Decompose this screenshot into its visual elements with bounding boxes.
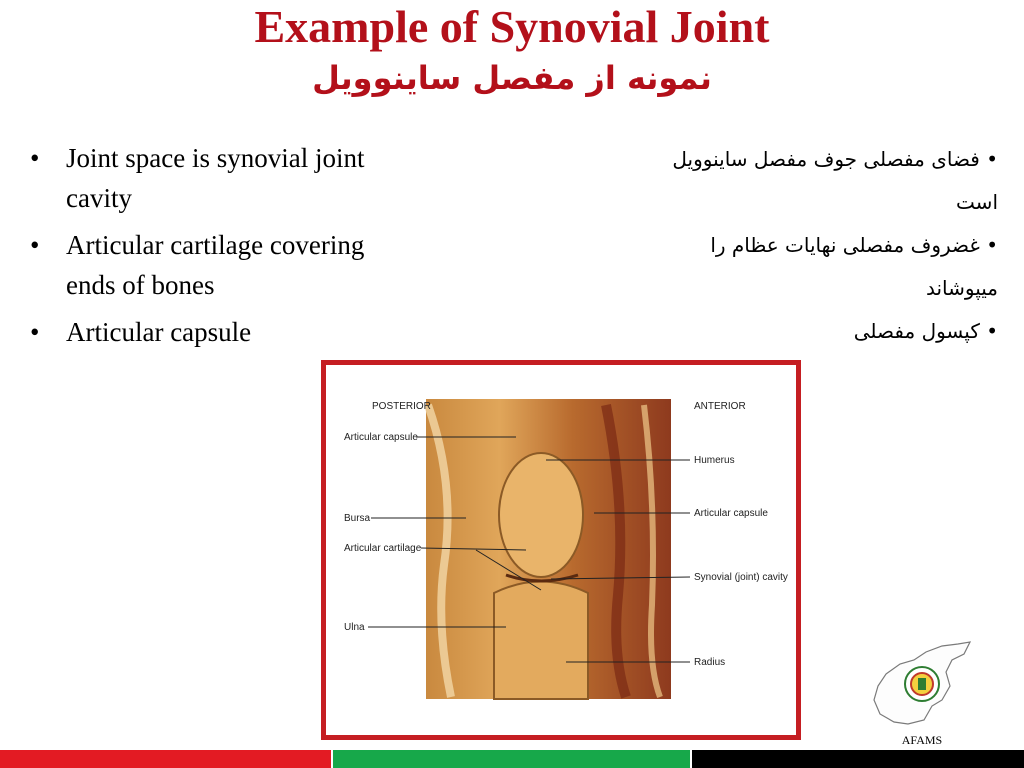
footer-bar-green [333, 750, 690, 768]
ulna-radius-ends [494, 582, 588, 700]
humerus-head [499, 453, 583, 577]
list-item: • غضروف مفصلی نهایات عظام را میپوشاند [710, 233, 998, 300]
label-synovial-cavity: Synovial (joint) cavity [694, 572, 788, 583]
label-ulna: Ulna [344, 622, 365, 633]
footer-bar-red [0, 750, 331, 768]
list-item: • فضای مفصلی جوف مفصل ساینوویل است [672, 147, 998, 214]
anterior-label: ANTERIOR [694, 401, 746, 412]
elbow-joint-illustration [326, 365, 796, 735]
bullet-glyph: • [30, 230, 40, 260]
list-item [30, 138, 410, 218]
label-articular-capsule-left: Articular capsule [344, 432, 418, 443]
persian-bullet-list [638, 138, 998, 353]
posterior-label: POSTERIOR [372, 401, 431, 412]
label-radius: Radius [694, 657, 726, 668]
bullet-text: Joint space is synovial joint cavity [66, 143, 365, 213]
bullet-glyph: • [30, 143, 40, 173]
slide-title-persian: نمونه از مفصل ساینوویل [312, 59, 712, 97]
slide-title-english: Example of Synovial Joint [254, 1, 770, 52]
label-articular-cartilage: Articular cartilage [344, 543, 422, 554]
list-item [30, 312, 410, 352]
footer-bar-black [692, 750, 1024, 768]
logo-caption: AFAMS [901, 733, 943, 747]
afams-logo [866, 634, 978, 730]
label-bursa: Bursa [344, 513, 371, 524]
label-humerus: Humerus [694, 455, 735, 466]
english-bullet-list [30, 138, 410, 359]
list-item [30, 225, 410, 305]
bullet-text: Articular cartilage covering ends of bones [66, 230, 365, 300]
bullet-text: Articular capsule [66, 317, 252, 347]
list-item: • کپسول مفصلی [853, 319, 998, 343]
bullet-glyph: • [30, 317, 40, 347]
anatomy-figure-frame [321, 360, 801, 740]
label-articular-capsule-right: Articular capsule [694, 508, 768, 519]
afghanistan-map-icon [866, 634, 978, 730]
